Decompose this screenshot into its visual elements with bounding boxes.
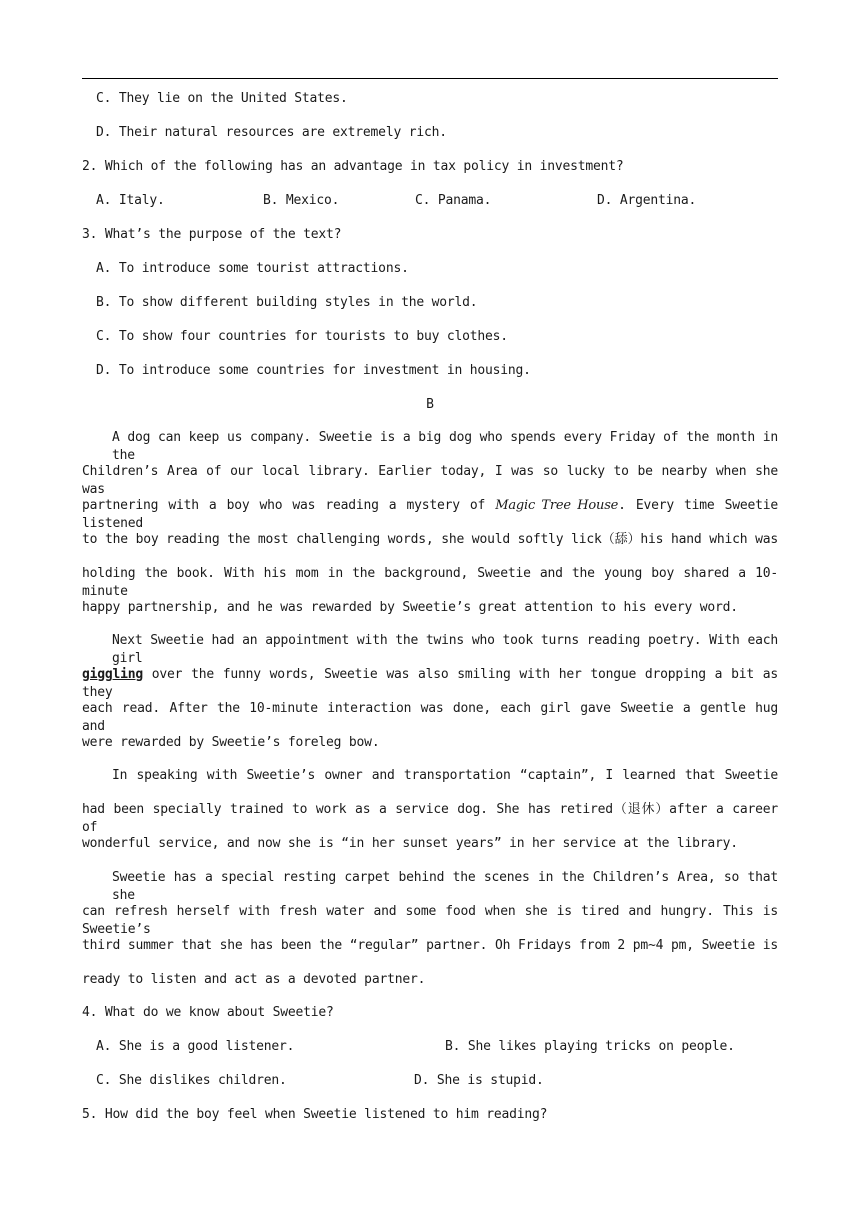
p4-line-4: ready to listen and act as a devoted partner.: [82, 972, 426, 987]
p1-line-3-post: . Every time Sweetie listened: [82, 498, 778, 531]
p3-line-1: In speaking with Sweetie’s owner and transportation “captain”, I learned that Sweetie: [112, 768, 778, 783]
book-title: Magic Tree House: [495, 498, 619, 513]
q5-stem: 5. How did the boy feel when Sweetie listened to him reading?: [82, 1107, 548, 1122]
q2-option-a: A. Italy.: [96, 193, 165, 208]
q4-option-d: D. She is stupid.: [414, 1073, 544, 1088]
p4-line-2: can refresh herself with fresh water and some food when she is tired and hungry. This is Sweetie’s: [82, 904, 778, 937]
p1-line-3: [82, 497, 778, 533]
p2-line-2: [82, 666, 778, 702]
q2-option-d: D. Argentina.: [597, 193, 697, 208]
section-b-heading: B: [426, 397, 434, 412]
p2-line-3: each read. After the 10-minute interaction was done, each girl gave Sweetie a gentle hug and: [82, 701, 778, 734]
q2-options: [0, 192, 860, 210]
p1-line-2: Children’s Area of our local library. Earlier today, I was so lucky to be nearby when she was: [82, 464, 778, 497]
q4-options-row-2: [0, 1072, 860, 1090]
p2-line-4: were rewarded by Sweetie’s foreleg bow.: [82, 735, 380, 750]
p3-line-2: had been specially trained to work as a service dog. She has retired（退休）after a career of: [82, 802, 778, 835]
q2-option-b: B. Mexico.: [263, 193, 340, 208]
q3-option-d: D. To introduce some countries for investment in housing.: [96, 363, 531, 378]
p1-line-1: A dog can keep us company. Sweetie is a big dog who spends every Friday of the month in the: [112, 430, 778, 463]
q4-option-a: A. She is a good listener.: [96, 1039, 295, 1054]
q3-option-c: C. To show four countries for tourists to buy clothes.: [96, 329, 508, 344]
q2-option-c: C. Panama.: [415, 193, 492, 208]
p2-line-2-rest: over the funny words, Sweetie was also smiling with her tongue dropping a bit as they: [82, 667, 778, 700]
p1-line-5: holding the book. With his mom in the background, Sweetie and the young boy shared a 10-minute: [82, 566, 778, 599]
p1-line-6: happy partnership, and he was rewarded by Sweetie’s great attention to his every word.: [82, 600, 738, 615]
p1-line-4: to the boy reading the most challenging words, she would softly lick（舔）his hand which was: [82, 532, 778, 547]
p3-line-3: wonderful service, and now she is “in her sunset years” in her service at the library.: [82, 836, 738, 851]
q4-option-c: C. She dislikes children.: [96, 1073, 287, 1088]
q3-option-a: A. To introduce some tourist attractions.: [96, 261, 409, 276]
p4-line-1: Sweetie has a special resting carpet behind the scenes in the Children’s Area, so that she: [112, 870, 778, 903]
q3-stem: 3. What’s the purpose of the text?: [82, 227, 342, 242]
p1-line-3-pre: partnering with a boy who was reading a mystery of: [82, 498, 496, 513]
q3-option-b: B. To show different building styles in the world.: [96, 295, 478, 310]
q4-option-b: B. She likes playing tricks on people.: [445, 1039, 735, 1054]
p2-line-1: Next Sweetie had an appointment with the twins who took turns reading poetry. With each girl: [112, 633, 778, 666]
giggling-word: giggling: [82, 667, 144, 682]
q1-option-d: D. Their natural resources are extremely rich.: [96, 125, 447, 140]
q2-stem: 2. Which of the following has an advantage in tax policy in investment?: [82, 159, 624, 174]
header-rule: [82, 78, 778, 79]
q4-stem: 4. What do we know about Sweetie?: [82, 1005, 334, 1020]
q4-options-row-1: [0, 1038, 860, 1056]
q1-option-c: C. They lie on the United States.: [96, 91, 348, 106]
p4-line-3: third summer that she has been the “regular” partner. Oh Fridays from 2 pm~4 pm, Sweetie is: [82, 938, 778, 953]
